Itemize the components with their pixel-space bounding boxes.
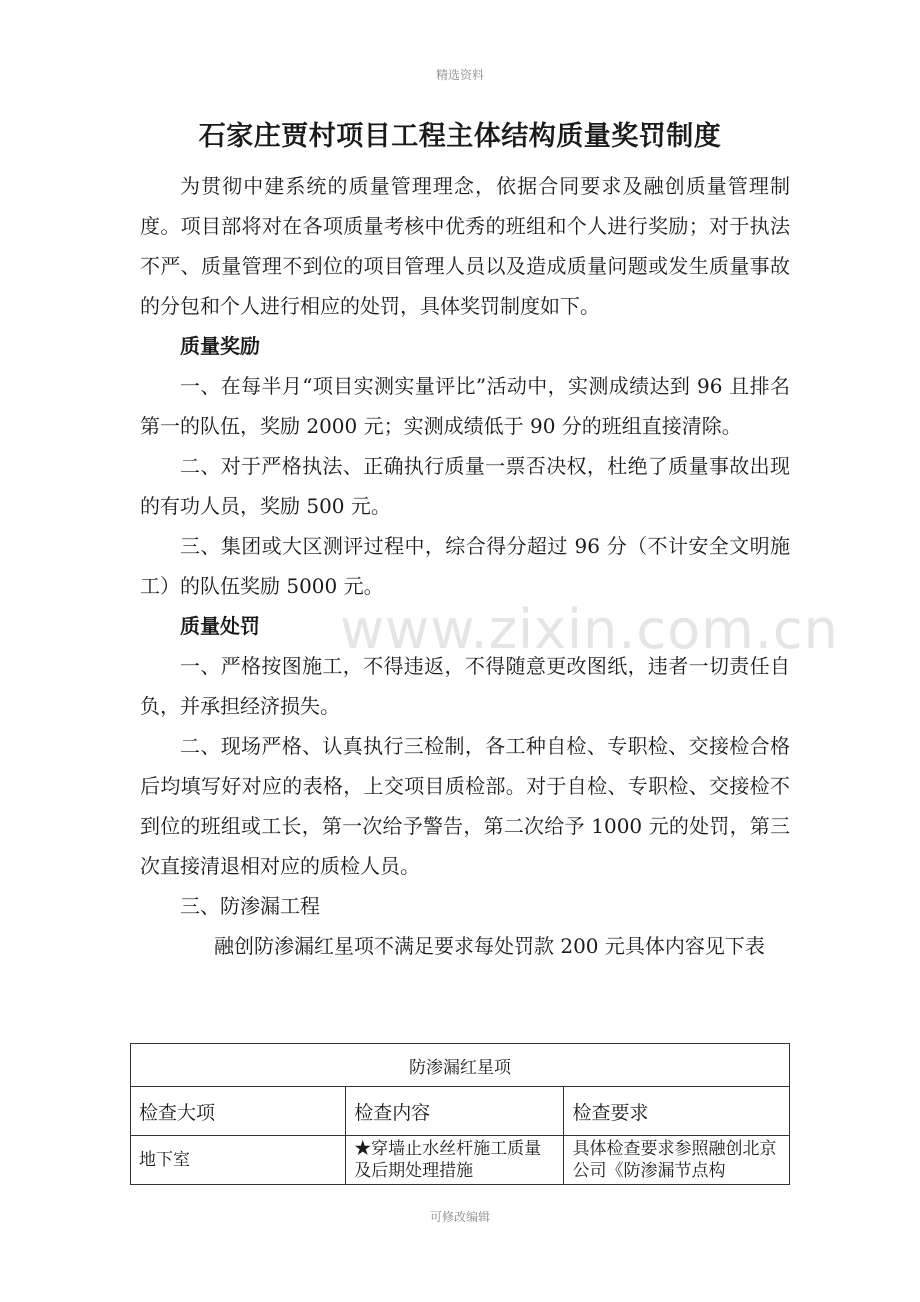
page-header-note: 精选资料 (435, 68, 484, 82)
document-title: 石家庄贾村项目工程主体结构质量奖罚制度 (198, 121, 722, 152)
intro-paragraph: 为贯彻中建系统的质量管理理念，依据合同要求及融创质量管理制度。项目部将对在各项质量考核中优秀的班组和个人进行奖励；对于执法不严、质量管理不到位的项目管理人员以及造成质量问题或发生质量事故的分包和个人进行相应的处罚，具体奖罚制度如下。 (140, 174, 790, 318)
reward-heading: 质量奖励 (180, 334, 260, 358)
penalty-clause-1: 一、严格按图施工，不得违返，不得随意更改图纸，违者一切责任自负，并承担经济损失。 (140, 654, 790, 718)
reward-clause-2: 二、对于严格执法、正确执行质量一票否决权，杜绝了质量事故出现的有功人员，奖励 500 元。 (140, 454, 790, 518)
table-row (131, 1136, 790, 1185)
penalty-heading: 质量处罚 (180, 614, 260, 638)
column-header-content: 检查内容 (346, 1087, 564, 1136)
cell-item: 地下室 (131, 1136, 346, 1185)
page-footer-note: 可修改编辑 (429, 1210, 490, 1224)
column-header-item: 检查大项 (131, 1087, 346, 1136)
document-body (140, 166, 790, 966)
table-caption: 防渗漏红星项 (131, 1044, 790, 1087)
cell-requirement: 具体检查要求参照融创北京公司《防渗漏节点构 (564, 1136, 790, 1185)
watermark-text: www.zixin.com.cn (340, 598, 839, 661)
cell-content: ★穿墙止水丝杆施工质量及后期处理措施 (346, 1136, 564, 1185)
table-caption-row (131, 1044, 790, 1087)
reward-clause-1: 一、在每半月“项目实测实量评比”活动中，实测成绩达到 96 且排名第一的队伍，奖励 2000 元；实测成绩低于 90 分的班组直接清除。 (140, 374, 790, 438)
table-header-row (131, 1087, 790, 1136)
column-header-requirement: 检查要求 (564, 1087, 790, 1136)
penalty-clause-3-detail: 融创防渗漏红星项不满足要求每处罚款 200 元具体内容见下表 (214, 934, 765, 958)
leak-prevention-table (130, 1043, 790, 1185)
penalty-clause-2: 二、现场严格、认真执行三检制，各工种自检、专职检、交接检合格后均填写好对应的表格，上交项目质检部。对于自检、专职检、交接检不到位的班组或工长，第一次给予警告，第二次给予 1000 元的处罚，第三次直接清退相对应的质检人员。 (140, 734, 790, 878)
penalty-clause-3: 三、防渗漏工程 (180, 894, 320, 918)
reward-clause-3: 三、集团或大区测评过程中，综合得分超过 96 分（不计安全文明施工）的队伍奖励 5000 元。 (140, 534, 790, 598)
